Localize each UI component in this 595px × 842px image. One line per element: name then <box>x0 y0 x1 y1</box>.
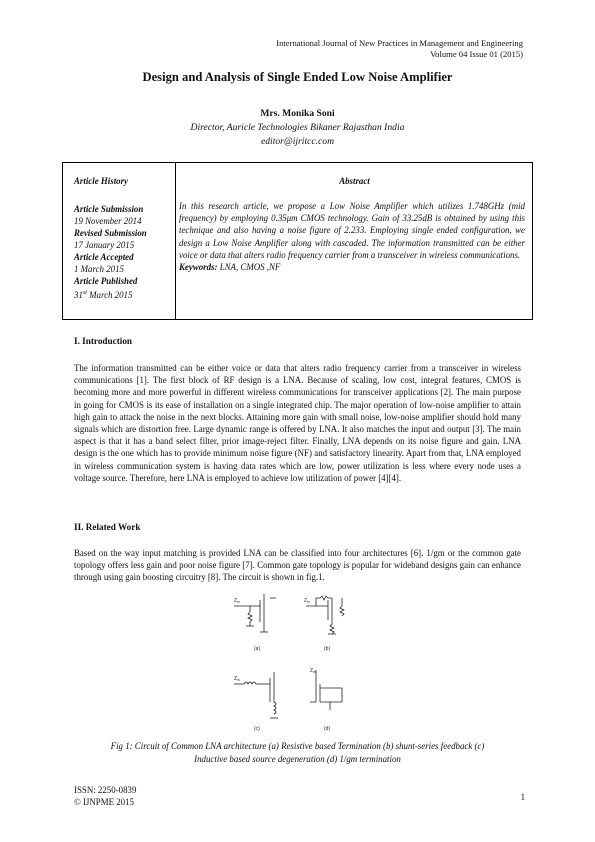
author-email: editor@ijritcc.com <box>260 136 335 147</box>
footer-issn: ISSN: 2250-0839 <box>74 785 137 795</box>
figure-caption-line1: Fig 1: Circuit of Common LNA architecture (a) Resistive based Termination (b) shunt-series feedback (c) <box>110 741 485 751</box>
intro-heading: I. Introduction <box>74 336 133 346</box>
author-name: Mrs. Monika Soni <box>260 108 335 119</box>
fig-label-d: (d) <box>324 726 331 732</box>
published-date: 31st March 2015 <box>74 289 133 300</box>
published-label: Article Published <box>74 276 138 286</box>
keywords: LNA, CMOS ,NF <box>217 262 281 273</box>
intro-paragraph: The information transmitted can be either voice or data that alters radio frequency carrier from a transceiver in wireless communications [1]. The first block of RF design is a LNA. Because of scaling, low cost, integral features, CMOS is becoming more and more powerful in different wireless communications for transceiver applications [2]. The main purpose in going for CMOS is its ease of installation on a single integrated chip. The major operation of low-noise amplifier to attain high gain to attack the noise in the next blocks. Attaining more gain with small noise, low-noise amplifier should hold many signals which are distortion free. Large dynamic range is offered by LNA. It also matches the input and output [3]. The main aspect is that it has a band select filter, prior image-reject filter. Finally, LNA depends on its noise figure and gain. LNA design is the one which has to provide minimum noise figure (NF) and satisfactory linearity. Apart from that, LNA employed in wireless communication system is having data rates which are low, power utilization is less where every node uses a voltage source. Therefore, here LNA is employed to achieve low utilization of power [4][4]. <box>74 363 521 483</box>
related-work-heading: II. Related Work <box>74 522 141 532</box>
accepted-date: 1 March 2015 <box>74 264 124 274</box>
journal-volume: Volume 04 Issue 01 (2015) <box>430 49 523 59</box>
accepted-label: Article Accepted <box>74 252 134 262</box>
page-number: 1 <box>520 792 525 802</box>
article-history-heading: Article History <box>74 176 128 186</box>
paper-title: Design and Analysis of Single Ended Low Noise Amplifier <box>142 70 453 84</box>
zin-label-c: $Z_{in}$ <box>234 676 240 682</box>
zin-label-a: $Z_{in}$ <box>234 598 240 604</box>
circuit-d <box>310 670 342 710</box>
fig-label-b: (b) <box>324 646 331 652</box>
circuit-b <box>306 596 344 634</box>
abstract-heading: Abstract <box>339 176 370 186</box>
figure-caption-line2: Inductive based source degeneration (d) 1/gm termination <box>194 754 401 764</box>
related-work-paragraph: Based on the way input matching is provided LNA can be classified into four architectures [6]. 1/gm or the common gate topology offers less gain and poor noise figure [7]. Common gate topology is popular for wideband designs gain can enhance through using gain boosting circuitry [8]. The circuit is shown in fig.1. <box>74 548 521 583</box>
fig-label-c: (c) <box>254 726 260 732</box>
abstract-text: In this research article, we propose a Low Noise Amplifier which utilizes 1.748GHz (mid frequency) by employing 0.35μm CMOS technology. Gain of 33.25dB is obtained by using this technique and also having a noise figure of 2.233. Employing single ended configuration, we design a Low Noise Amplifier along with cascaded. The information transmitted can be either voice or data that alters radio frequency carrier from a transceiver in wireless communications. Keywords: LNA, CMOS ,NF <box>179 201 525 273</box>
footer-copyright: © IJNPME 2015 <box>74 797 134 807</box>
circuit-a <box>234 594 276 632</box>
author-affiliation: Director, Auricle Technologies Bikaner Rajasthan India <box>190 122 405 133</box>
zin-label-d: $Z_{in}$ <box>310 668 316 674</box>
journal-name: International Journal of New Practices in Management and Engineering <box>276 38 523 48</box>
submission-label: Article Submission <box>74 204 144 214</box>
lna-circuit-figure <box>230 592 365 736</box>
fig-label-a: (a) <box>254 646 261 652</box>
revised-date: 17 January 2015 <box>74 240 135 250</box>
keywords-label: Keywords: <box>179 262 218 273</box>
zin-label-b: $Z_{in}$ <box>304 598 310 604</box>
submission-date: 19 November 2014 <box>74 216 142 226</box>
circuit-c <box>234 672 278 718</box>
revised-label: Revised Submission <box>74 228 147 238</box>
